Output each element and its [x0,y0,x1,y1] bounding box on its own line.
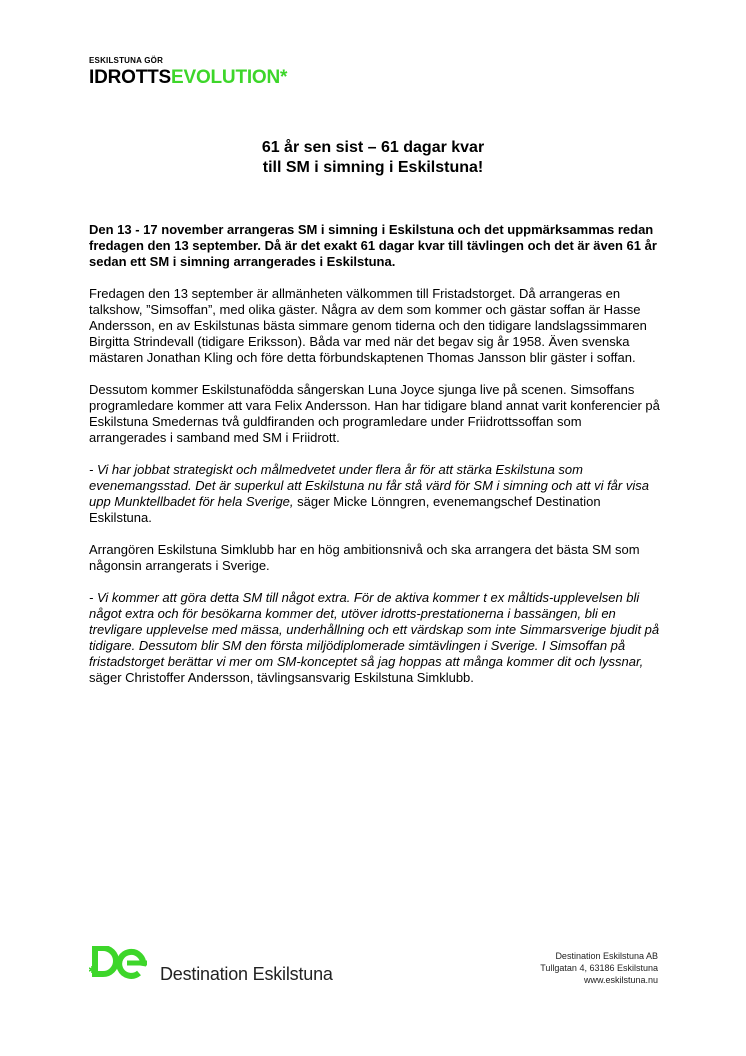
quote-2-text: - Vi kommer att göra detta SM till något extra. För de aktiva kommer t ex måltids-upplevelsen bli något extra och för besökarna kommer det, utöver idrotts-prestationerna i bassängen, bli en trevligare upplevelse med mässa, underhållning och ett värdskap som inte Simmarsverige bjudit på tidigare. Dessutom blir SM den första miljödiplomerade simtävlingen i Sverige. I Simsoffan på fristadstorget berättar vi mer om SM-konceptet så jag hoppas att många kommer dit och lyssnar, [89,590,660,669]
quote-1-text: - Vi har jobbat strategiskt och målmedvetet under flera år för att stärka Eskilstuna som evenemangsstad. Det är superkul att Eskilstuna nu får stå värd för SM i simning och att vi får visa upp Munktellbadet för hela Sverige, [89,462,649,509]
quote-2-attribution: säger Christoffer Andersson, tävlingsansvarig Eskilstuna Simklubb. [89,670,474,685]
page-title [0,138,746,178]
header-logo [89,56,287,89]
address-line-2: Tullgatan 4, 63186 Eskilstuna [540,963,658,973]
lead-paragraph: Den 13 - 17 november arrangeras SM i simning i Eskilstuna och det uppmärksammas redan fredagen den 13 september. Då är det exakt 61 dagar kvar till tävlingen och det är även 61 år sedan ett SM i simning arrangerades i Eskilstuna. [89,222,657,269]
header-small-line: ESKILSTUNA GÖR [89,56,164,65]
title-line-1: 61 år sen sist – 61 dagar kvar [261,139,485,156]
header-brand [89,67,287,89]
quote-paragraph-2 [89,590,661,686]
address-line-1: Destination Eskilstuna AB [555,951,658,961]
brand-green-part: EVOLUTION* [171,67,288,88]
title-line-2: till SM i simning i Eskilstuna! [262,159,484,176]
brand-black-part: IDROTTS [89,67,171,88]
destination-eskilstuna-de-logo-icon [89,946,157,980]
quote-paragraph-1 [89,462,661,526]
quote-1-attribution: säger Micke Lönngren, evenemangschef Destination Eskilstuna. [89,494,601,525]
paragraph-1: Fredagen den 13 september är allmänheten välkommen till Fristadstorget. Då arrangeras en talkshow, ”Simsoffan”, med olika gäster. Några av dem som kommer och gästar soffan är Hasse Andersson, en av Eskilstunas bästa simmare genom tiderna och den tidigare landslagssimmaren Birgitta Strindevall (tidigare Eriksson). Båda var med när det begav sig år 1958. Även svenska mästaren Jonathan Kling och före detta förbundskaptenen Thomas Jansson blir gäster i soffan. [89,286,647,365]
footer-address [540,950,658,986]
website-link[interactable]: www.eskilstuna.nu [583,975,658,985]
paragraph-3: Arrangören Eskilstuna Simklubb har en hög ambitionsnivå och ska arrangera det bästa SM som någonsin arrangerats i Sverige. [89,542,640,573]
footer-company-name: Destination Eskilstuna [160,964,333,984]
article-body [89,222,661,702]
paragraph-2: Dessutom kommer Eskilstunafödda sångerskan Luna Joyce sjunga live på scenen. Simsoffans programledare kommer att vara Felix Andersson. Han har tidigare bland annat varit konferencier på Eskilstuna Smedernas två guldfiranden och programledare under Friidrottssoffan som arrangerades i samband med SM i Friidrott. [89,382,660,445]
